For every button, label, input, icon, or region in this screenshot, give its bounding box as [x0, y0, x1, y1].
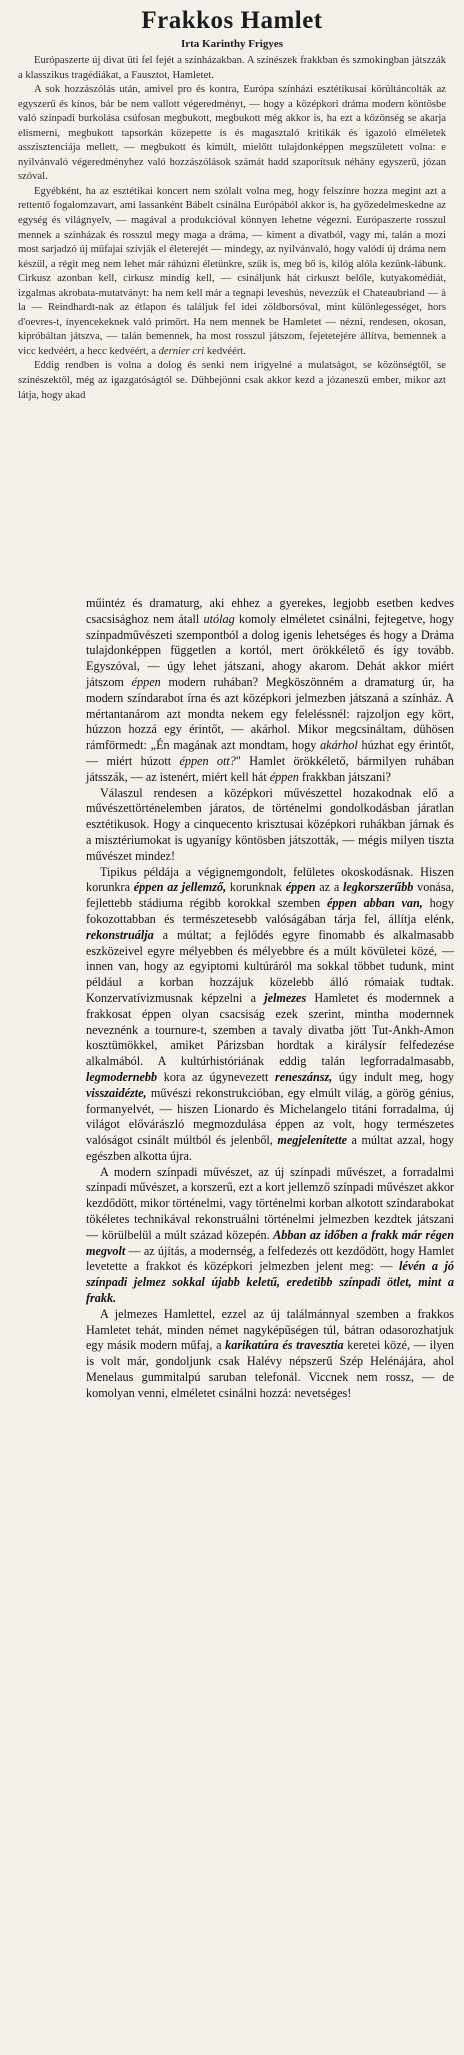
- emphasis: legkorszerűbb: [342, 880, 414, 895]
- emphasis: éppen az jellemző,: [133, 880, 227, 895]
- emphasis: rekonstruálja: [86, 927, 154, 942]
- emphasis: éppen: [131, 674, 161, 689]
- emphasis: lévén a jó színpadi jelmez sokkal újabb keletű, eredetibb színpadi ötlet, mint a frakk.: [86, 1259, 455, 1306]
- article-main-column: [86, 596, 454, 1402]
- emphasis: megjelenítette: [277, 1133, 348, 1148]
- paragraph: Válaszul rendesen a középkori művészettel hozakodnak elő a művészettörténelemben járatos, de történelmi gondolkodásban járatlan esztétikusok. Hogy a cinquecento krisztusai középkori ruhákban járnak és a misztériumokat is ugyanígy köntösben játszották, — mégis milyen tiszta művészet mindez!: [86, 785, 454, 863]
- emphasis: reneszánsz,: [275, 1069, 333, 1084]
- emphasis: visszaidézte,: [86, 1085, 147, 1100]
- article-title: Frakkos Hamlet: [141, 7, 323, 34]
- paragraph: műintéz és dramaturg, aki ehhez a gyerekes, legjobb esetben kedves csacsisághoz nem átall utólag komoly elméletet csinálni, fejtegetve, hogy színpadművészeti szempontból a dolog igenis lehetséges és hogy a Dráma tulajdonképpen független a kortól, mert örökkélető és így tovább. Egyszóval, — úgy lehet játszani, ahogy akarom. Dehát akkor miért játszom éppen modern ruhában? Megköszönném a dramaturg úr, ha modern színdarabot írna és azt középkori jelmezben játszaná a színház. A mértantanárom azt mondta nekem egy feleléssnél: rajzoljon egy kört, húzzon hozzá egy érintőt, — akárhol. Mikor megcsináltam, dühösen rámförmedt: „Én magának azt mondtam, hogy akárhol húzhat egy érintőt, — miért húzott éppen ott?" Hamlet örökkélető, bármilyen ruhában játsszák, — az istenért, miért kell hát éppen frakkban játszani?: [86, 596, 455, 784]
- emphasis: utólag: [203, 611, 235, 626]
- paragraph: A sok hozzászólás után, amivel pro és kontra, Európa színházi esztétikusai körültáncolták az egyszerű és kínos, bár be nem vallott végeredményt, — hogy a középkori dráma modern köntösbe való színpadi burkolása csúfosan megbukott, megbukott még akkor is, ha ezt a közönség se akarja elismerni, megbukott tapsorkán közepette is és magasztaló kritikák és igazoló elméletek asszisztenciája mellett, — megbukott és kimúlt, mielőtt tulajdonképpen megszületett volna: e nyilvánvaló végeredményhez való hozzászólások számát hadd szaporítsuk néhány egyszerű, józan szóval.: [18, 84, 446, 183]
- emphasis: legmodernebb: [86, 1069, 158, 1084]
- paragraph: A jelmezes Hamlettel, ezzel az új találmánnyal szemben a frakkos Hamletet tehát, minden német nagyképűségen túl, bátran odasorozhatjuk egy másik modern műfaj, a karikatúra és travesztia keretei közé, — ilyen is volt már, gondoljunk csak Halévy népszerű Szép Helénájára, ahol Menelaus gummitalpú saruban telefonál. Viccnek nem rossz, — de komolyan venni, elméletet csinálni hozzá: nevetséges!: [86, 1306, 454, 1400]
- emphasis: karikatúra és travesztia: [225, 1338, 344, 1353]
- article-byline: Irta Karinthy Frigyes: [180, 38, 284, 50]
- article-intro-column: [18, 54, 446, 403]
- emphasis: dernier cri: [158, 345, 205, 357]
- paragraph: Tipikus példája a végignemgondolt, felületes okoskodásnak. Hiszen korunkra éppen az jellemző, korunknak éppen az a legkorszerűbb vonása, fejlettebb stádiuma régibb korokkal szemben éppen abban van, hogy fokozottabban és természetesebb valóságában tárja fel, állítja elénk, rekonstruálja a múltat; a fejlődés egyre finomabb és alkalmasabb eszközeivel egyre mélyebben és mélyebbre és a múlt kövületei közé, — innen van, hogy az egyiptomi kultúráról ma sokkal többet tudunk, mint például a korban hozzájuk közelebb álló rómaiak tudtak. Konzervatívizmusnak képzelni a jelmezes Hamletet és modernnek a frakkosat éppen olyan csacsiság ezek szerint, mintha modernnek neveznénk a tournure-t, szemben a tavaly divatba jött Tut-Ankh-Amon kosztümökkel, amiket Párizsban hordtak a királysír felfedezése alkalmából. A kultúrhistóriának eddig talán legforradalmasabb, legmodernebb kora az úgynevezett reneszánsz, úgy indult meg, hogy visszaidézte, művészi rekonstrukcióban, egy elmúlt világ, a görög génius, formanyelvét, — hiszen Lionardo és Michelangelo titáni forradalma, új világot elővárászló megmozdulása éppen az volt, hogy természetes valóságot csinált múltból és jelenből, megjelenítette a múltat azzal, hogy egészben alkotta újra.: [86, 864, 455, 1163]
- emphasis: éppen abban van,: [327, 896, 423, 911]
- paragraph: A modern színpadi művészet, az új színpadi művészet, a forradalmi színpadi művészet, a korszerű, ezt a kort jellemző színpadi művészet akkor kezdődött, mikor történelmi, vagy történelmi korban alkotott színdarabokat tökéletes technikával rekonstruálni történelmi jelmezben kezdtek játszani — körülbelül a múlt század közepén. Abban az időben a frakk már régen megvolt — az újítás, a modernség, a felfedezés ott kezdődött, hogy Hamlet levetette a frakkot és középkori jelmezben jelent meg: — lévén a jó színpadi jelmez sokkal újabb keletű, eredetibb színpadi ötlet, mint a frakk.: [86, 1164, 455, 1306]
- emphasis: éppen: [285, 880, 316, 895]
- emphasis: éppen ott?: [179, 753, 236, 768]
- emphasis: jelmezes: [264, 990, 307, 1005]
- paragraph: Eddig rendben is volna a dolog és senki nem irigyelné a mulatságot, se közönségtől, se színészektől, még az igazgatóságtól se. Dühbejönni csak akkor kezd a józaneszű ember, mikor azt látja, hogy akad: [18, 360, 446, 401]
- emphasis: akárhol: [320, 738, 358, 753]
- emphasis: éppen: [269, 769, 299, 784]
- emphasis: Abban az időben a frakk már régen megvolt: [86, 1227, 454, 1258]
- paragraph: Egyébként, ha az esztétikai koncert nem szólalt volna meg, hogy felszínre hozza megint azt a rettentő fogalomzavart, ami lassanként Bábelt csinálna Európából akkor is, ha győzedelmeskedne az egység és világnyelv, — magával a produkcióval könnyen lehetne végezni. Európaszerte rosszul mennek a színházak és rosszul megy maga a dráma, — kiment a divatból, vagy mi, talán a mozi most sarjadzó új műfajai szívják el életerejét — mindegy, az nyilvánvaló, hogy valódi új dráma nem készül, a régit meg nem lehet már ráhúzni életünkre, szűk is, meg bő is, kilóg alóla kezünk-lábunk. Cirkusz azonban kell, cirkusz mindig kell, — csináljunk hát cirkuszt belőle, kutyakomédiát, izgalmas akrobata-mutatványt: ha nem kell már a tegnapi leveshús, nevezzük el Chateaubriand — à la — Reindhardt-nak az étlapon és találjuk fel idei zöldborsóval, mint különlegességet, hors d'oevres-t, ínyencekeknek való primőrt. Ha nem mennek be Hamletet — nézni, rendesen, okosan, kipróbáltan játszva, — talán bemennek, ha most rosszul játszom, fejetetejére állítva, bemennek a vicc kedvéért, a hecc kedvéért, a dernier cri kedvéért.: [18, 185, 446, 357]
- paragraph: Európaszerte új divat üti fel fejét a színházakban. A színészek frakkban és szmokingban játszzák a klasszikus tragédiákat, a Fausztot, Hamletet.: [18, 55, 446, 81]
